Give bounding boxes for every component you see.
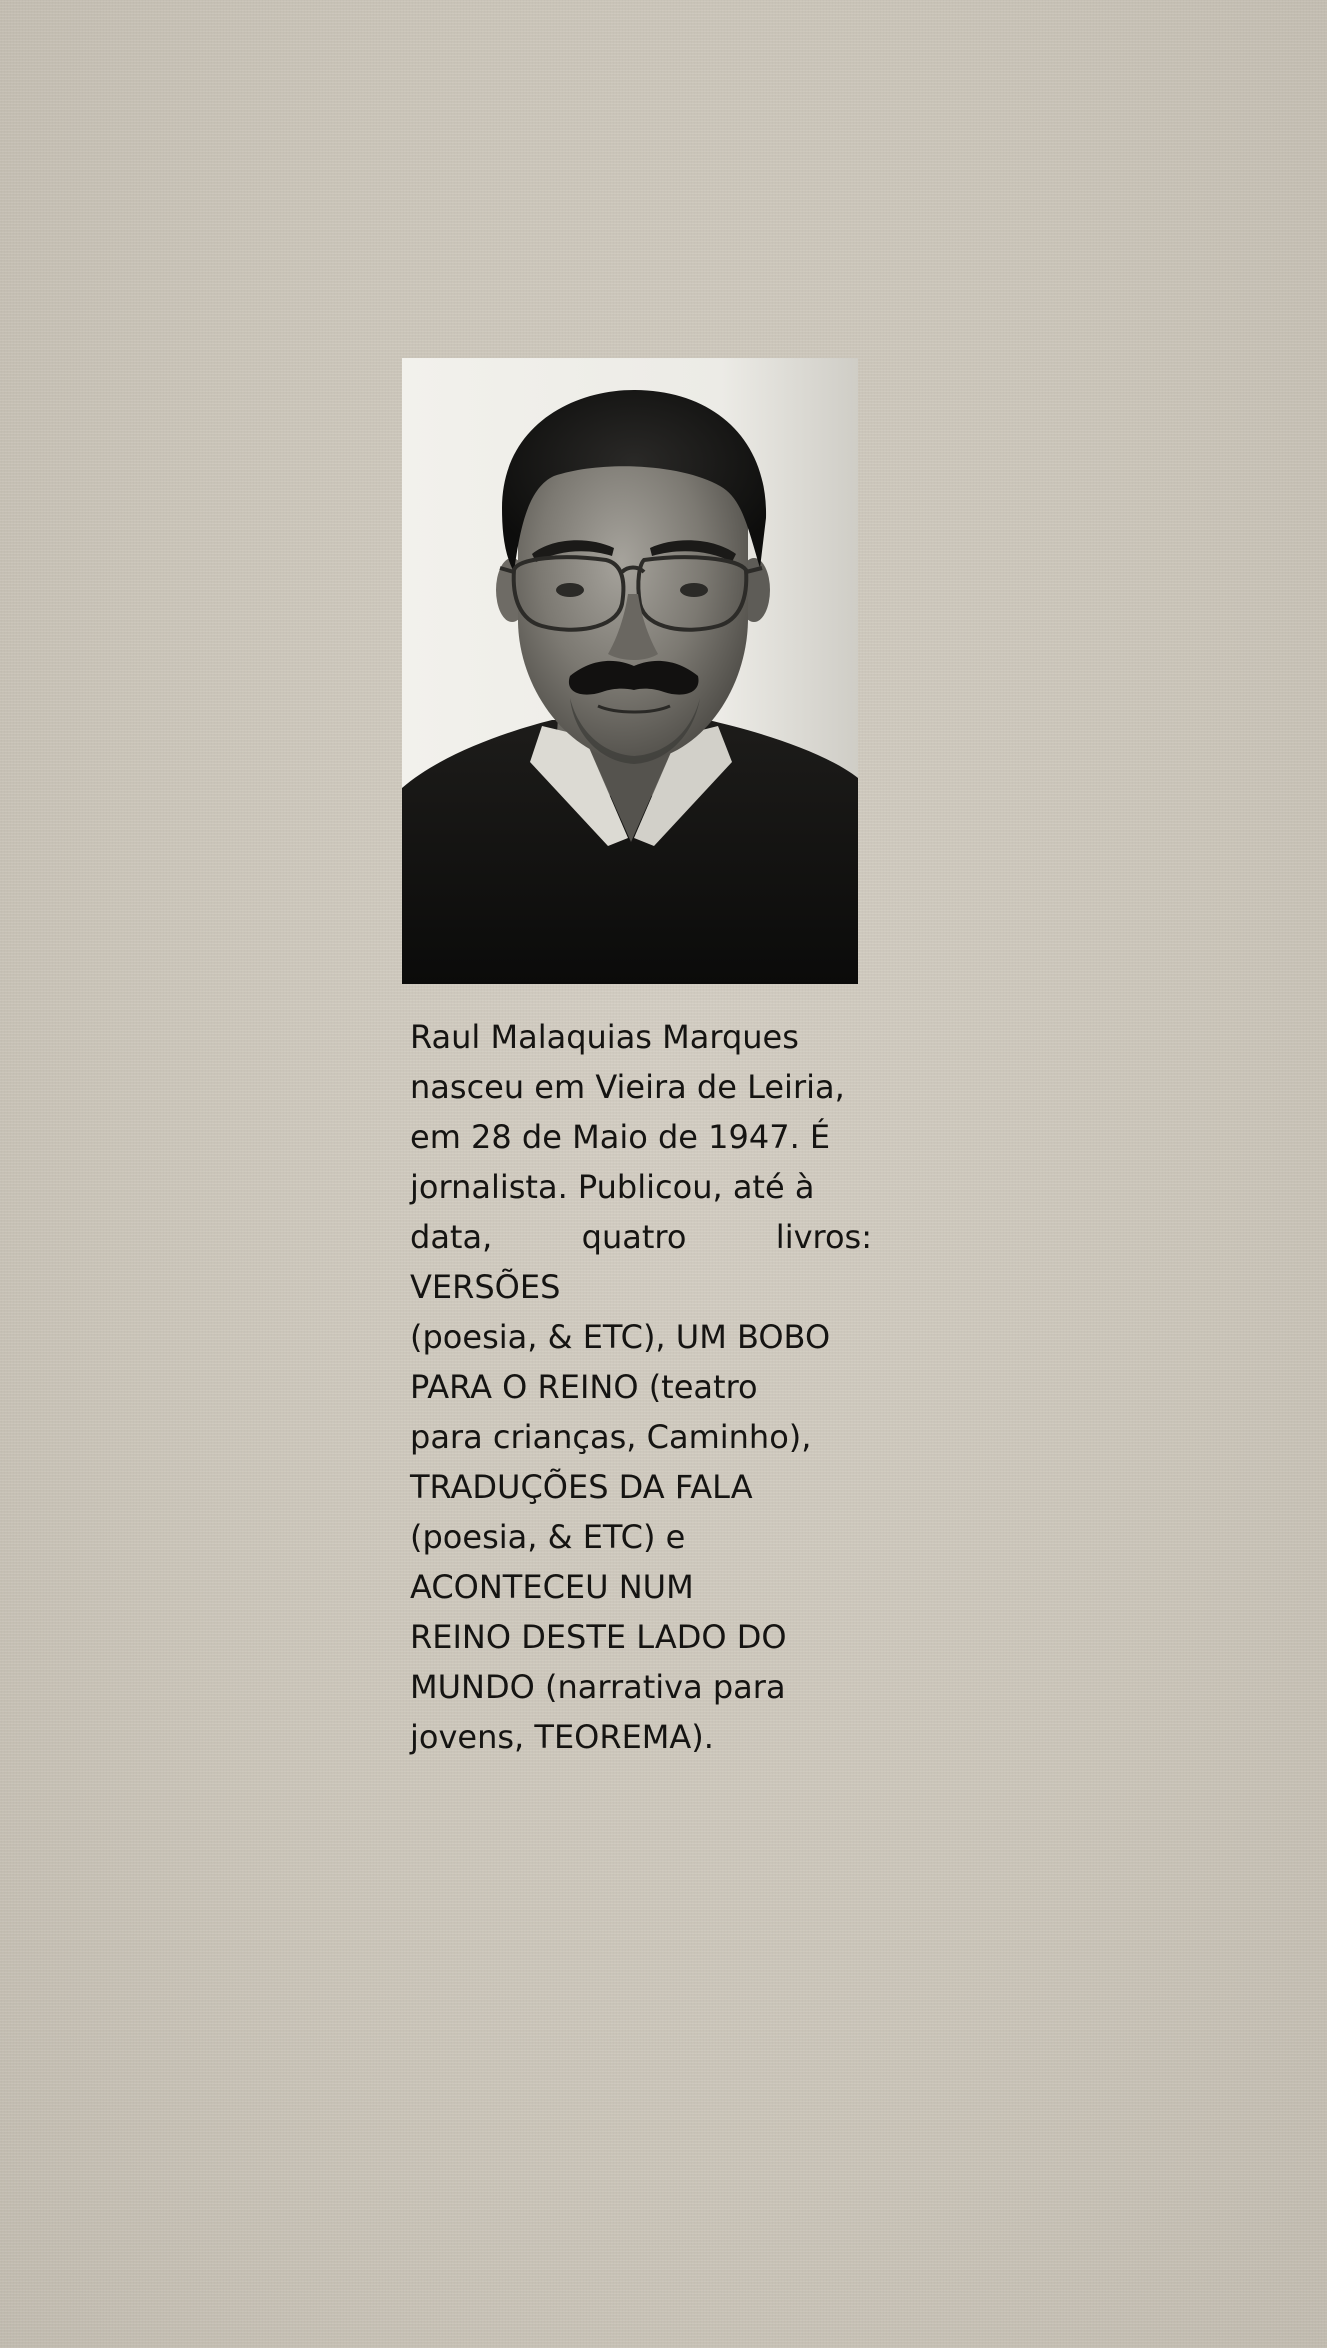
author-photo	[402, 358, 858, 984]
author-bio: Raul Malaquias Marques nasceu em Vieira de Leiria, em 28 de Maio de 1947. É jornalista. Publicou, até à data, quatro livros: VERSÕES (poesia, & ETC), UM BOBO PARA O REINO (teatro para crianças, Caminho), TRADUÇÕES DA FALA (poesia, & ETC) e ACONTECEU NUM REINO DESTE LADO DO MUNDO (narrativa para jovens, TEOREMA).	[410, 1018, 872, 1756]
moustache	[569, 661, 699, 695]
author-portrait-photo	[402, 358, 858, 984]
eye-right	[680, 583, 708, 597]
eye-left	[556, 583, 584, 597]
